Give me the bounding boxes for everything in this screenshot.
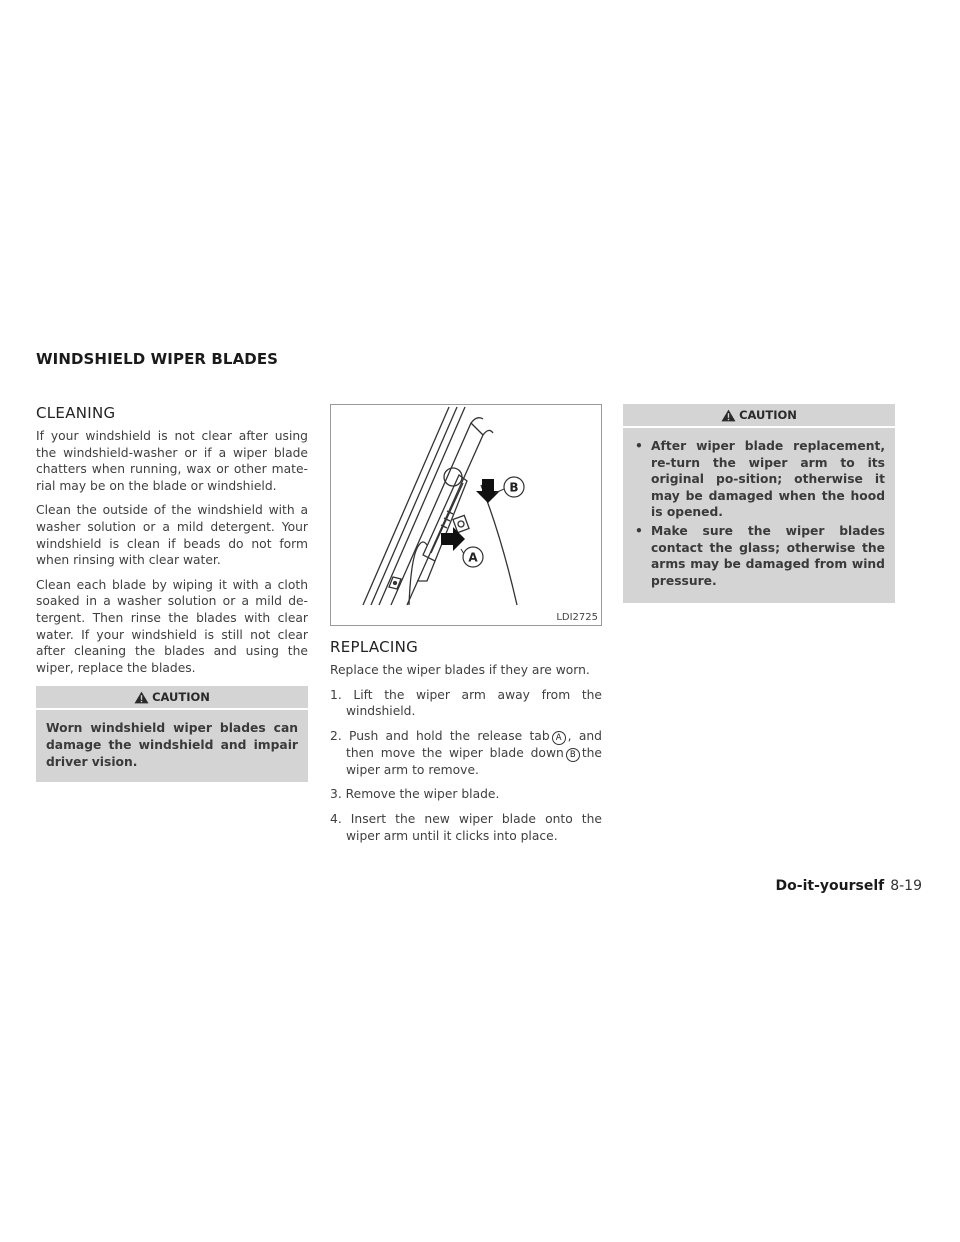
caution-box [36,686,308,782]
figure-code: LDI2725 [556,612,598,623]
wiper-drawing [331,405,601,625]
replacing-column [330,404,602,852]
circled-a: A [552,731,566,745]
step-text: 2. Push and hold the release tab [330,728,550,743]
wiper-illustration [330,404,602,626]
replacing-heading: REPLACING [330,638,419,656]
caution-item-text: After wiper blade replacement, re-turn the wiper arm to its original po-sition; otherwise it may be damaged when the hood is opened. [651,439,885,520]
cleaning-column [36,404,308,782]
caution-column [623,404,895,603]
caution-label: CAUTION [152,690,210,705]
replacing-intro: Replace the wiper blades if they are worn. [330,663,590,677]
warning-icon [134,691,149,704]
caution-item-text: Make sure the wiper blades contact the glass; otherwise the arms may be damaged from wind pressure. [651,523,885,588]
cleaning-heading: CLEANING [36,404,116,422]
step-text: the wiper arm to remove. [346,745,602,777]
cleaning-paragraph: Clean each blade by wiping it with a cloth soaked in a washer solution or a mild de-tergent. Then rinse the blades with clear water. If your windshield is still not clear after cleaning the blades and using the wiper, replace the blades. [36,577,308,675]
chapter-title: Do-it-yourself [775,878,885,894]
page-footer [776,878,922,894]
replacing-steps [330,687,602,845]
caution-item [633,523,885,589]
arrow-a [441,527,465,551]
caution-label: CAUTION [739,408,797,422]
circled-b: B [566,748,580,762]
cleaning-paragraph: If your windshield is not clear after using the windshield-washer or if a wiper blade chatters when running, wax or other mate-rial may be on the blade or windshield. [36,429,308,493]
step-item [330,728,602,779]
page-number: 8-19 [890,878,922,894]
caution-header [36,686,308,710]
figure-label-a: A [468,550,478,565]
caution-header [623,404,895,428]
caution-item [633,438,885,521]
step-item: 4. Insert the new wiper blade onto the wiper arm until it clicks into place. [330,811,602,843]
bullet: • [635,439,643,453]
warning-icon [721,409,736,422]
caution-text: Worn windshield wiper blades can damage the windshield and impair driver vision. [46,721,298,769]
cleaning-paragraph: Clean the outside of the windshield with a washer solution or a mild detergent. Your windshield is clean if beads do not form when rinsing with clear water. [36,503,308,568]
figure-label-b: B [509,480,519,495]
arrow-b [476,479,500,503]
step-item: 1. Lift the wiper arm away from the windshield. [330,687,602,719]
caution-list [623,428,895,603]
step-item: 3. Remove the wiper blade. [330,787,500,802]
bullet: • [635,523,643,538]
step-text: , and then move the wiper blade down [346,728,602,760]
replacing-section [330,638,602,844]
section-title: WINDSHIELD WIPER BLADES [36,350,279,368]
caution-box [623,404,895,603]
